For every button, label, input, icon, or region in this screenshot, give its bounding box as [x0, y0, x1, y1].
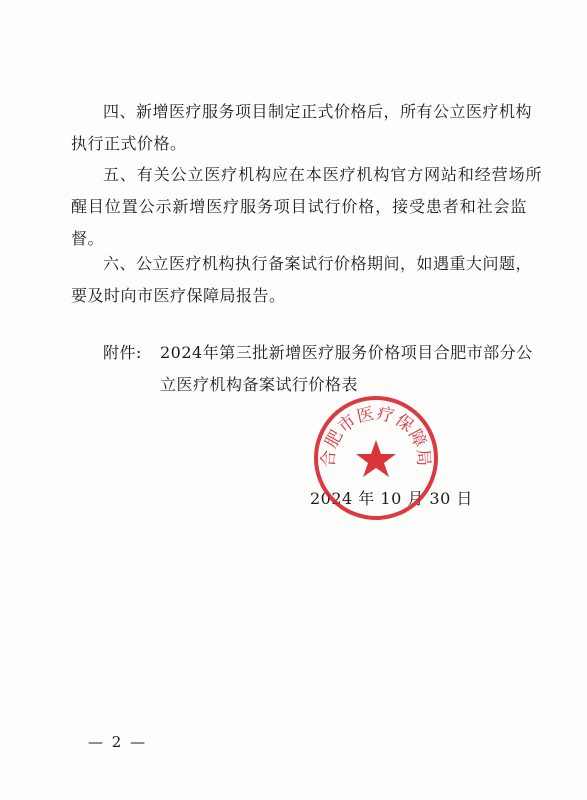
- paragraph-6-line-2: 要及时向市医疗保障局报告。: [71, 286, 286, 305]
- seal-stamp-icon: [312, 394, 440, 522]
- official-seal: [312, 394, 440, 522]
- paragraph-5-line-3: 督。: [71, 229, 105, 248]
- page-number: — 2 —: [88, 733, 148, 751]
- svg-text:合肥市医疗保障局: 合肥市医疗保障局: [318, 403, 434, 468]
- paragraph-6-line-1: 六、公立医疗机构执行备案试行价格期间，如遇重大问题，: [103, 254, 533, 273]
- attachment-title-line-2: 立医疗机构备案试行价格表: [160, 375, 359, 394]
- paragraph-4-line-1: 四、新增医疗服务项目制定正式价格后，所有公立医疗机构: [103, 102, 533, 121]
- paragraph-4-line-2: 执行正式价格。: [71, 134, 187, 153]
- issue-date: 2024 年 10 月 30 日: [310, 489, 473, 508]
- paragraph-5-line-2: 醒目位置公示新增医疗服务项目试行价格，接受患者和社会监: [71, 197, 528, 216]
- paragraph-5-line-1: 五、有关公立医疗机构应在本医疗机构官方网站和经营场所: [103, 165, 543, 184]
- attachment-title-line-1: 2024年第三批新增医疗服务价格项目合肥市部分公: [160, 343, 533, 362]
- attachment-label: 附件:: [103, 343, 142, 362]
